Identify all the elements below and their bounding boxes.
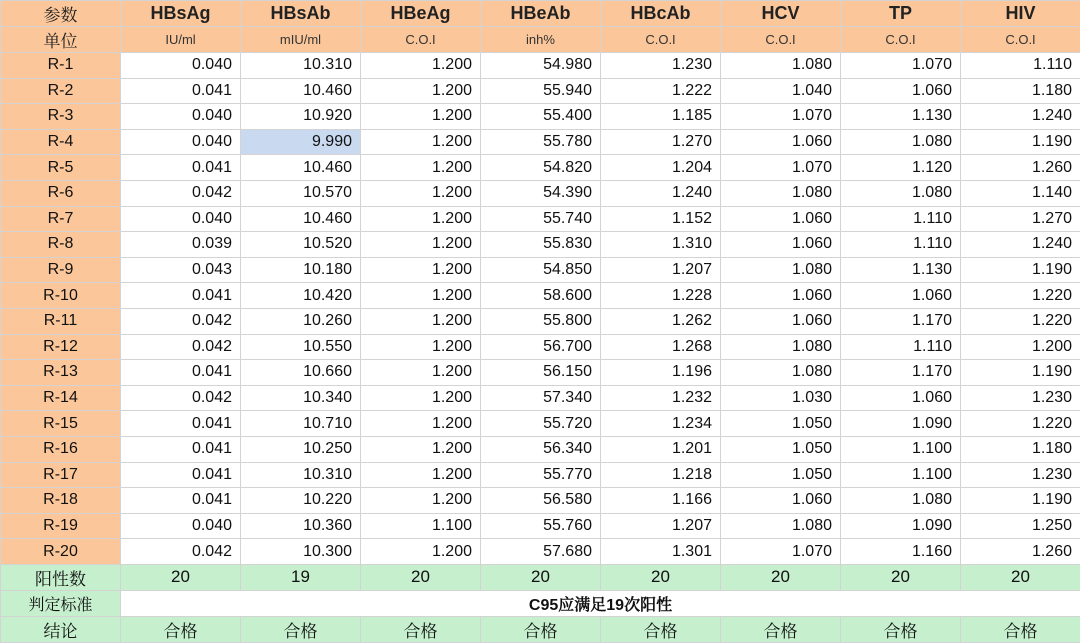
data-cell[interactable]: 54.390 [481,180,601,206]
table-row [1,513,1080,539]
data-cell[interactable]: 1.200 [361,539,481,565]
conclusion-row [1,616,1080,642]
data-cell[interactable]: 1.301 [601,539,721,565]
data-cell[interactable]: 1.260 [961,155,1080,181]
data-cell[interactable]: 1.100 [841,436,961,462]
data-cell[interactable]: 1.190 [961,488,1080,514]
column-header-hbsab[interactable]: HBsAb [241,1,361,27]
data-cell[interactable]: 1.110 [841,206,961,232]
table-row [1,334,1080,360]
data-cell[interactable]: 55.770 [481,462,601,488]
criterion-label[interactable]: 判定标准 [1,590,121,616]
data-cell[interactable]: 1.200 [361,411,481,437]
unit-row [1,27,1080,53]
data-cell[interactable]: 1.080 [721,257,841,283]
data-cell[interactable]: 1.201 [601,436,721,462]
data-cell[interactable]: 1.234 [601,411,721,437]
row-label-cell[interactable]: R-3 [1,104,121,130]
data-cell[interactable]: 0.040 [121,129,241,155]
criterion-row [1,590,1080,616]
positive-count-cell[interactable]: 20 [481,564,601,590]
data-cell[interactable]: 1.220 [961,308,1080,334]
data-cell[interactable]: 1.050 [721,462,841,488]
data-cell[interactable]: 0.040 [121,53,241,79]
data-cell[interactable]: 1.200 [361,232,481,258]
data-cell[interactable]: 0.041 [121,411,241,437]
data-cell[interactable]: 1.080 [721,180,841,206]
data-cell[interactable]: 1.200 [361,462,481,488]
table-row [1,104,1080,130]
data-cell[interactable]: 1.270 [601,129,721,155]
data-cell[interactable]: 1.207 [601,513,721,539]
row-label-cell[interactable]: R-16 [1,436,121,462]
data-cell[interactable]: 1.230 [961,385,1080,411]
data-cell[interactable]: 10.710 [241,411,361,437]
data-cell[interactable]: 0.040 [121,104,241,130]
data-cell[interactable]: 1.060 [721,232,841,258]
data-cell[interactable]: 1.060 [721,308,841,334]
data-cell[interactable]: 1.180 [961,436,1080,462]
data-cell[interactable]: 56.700 [481,334,601,360]
row-label-cell[interactable]: R-11 [1,308,121,334]
param-label-cell[interactable]: 参数 [1,1,121,27]
data-cell[interactable]: 1.200 [361,206,481,232]
data-cell[interactable]: 1.200 [361,129,481,155]
data-cell[interactable]: 1.110 [841,334,961,360]
data-cell[interactable]: 1.262 [601,308,721,334]
data-cell[interactable]: 0.042 [121,385,241,411]
data-cell[interactable]: 1.228 [601,283,721,309]
conclusion-cell[interactable]: 合格 [601,616,721,642]
data-cell[interactable]: 1.050 [721,436,841,462]
data-cell[interactable]: 10.260 [241,308,361,334]
data-cell[interactable]: 10.310 [241,462,361,488]
data-cell[interactable]: 1.140 [961,180,1080,206]
data-cell[interactable]: 0.041 [121,155,241,181]
data-cell[interactable]: 10.520 [241,232,361,258]
unit-cell[interactable]: mIU/ml [241,27,361,53]
data-cell[interactable]: 1.060 [841,283,961,309]
data-cell[interactable]: 0.043 [121,257,241,283]
table-row [1,232,1080,258]
data-cell[interactable]: 1.200 [361,334,481,360]
data-cell[interactable]: 56.150 [481,360,601,386]
data-cell[interactable]: 1.070 [721,104,841,130]
data-cell[interactable]: 1.190 [961,257,1080,283]
row-label-cell[interactable]: R-2 [1,78,121,104]
data-cell[interactable]: 1.166 [601,488,721,514]
data-cell[interactable]: 1.268 [601,334,721,360]
data-cell[interactable]: 1.080 [841,129,961,155]
data-cell[interactable]: 54.820 [481,155,601,181]
table-row [1,488,1080,514]
data-cell[interactable]: 0.042 [121,180,241,206]
conclusion-cell[interactable]: 合格 [361,616,481,642]
data-cell[interactable]: 1.080 [721,360,841,386]
data-cell[interactable]: 1.040 [721,78,841,104]
data-cell[interactable]: 1.170 [841,308,961,334]
data-cell[interactable]: 55.830 [481,232,601,258]
data-cell[interactable]: 1.240 [601,180,721,206]
data-cell[interactable]: 0.041 [121,78,241,104]
data-cell[interactable]: 1.200 [361,78,481,104]
data-cell[interactable]: 10.180 [241,257,361,283]
row-label-cell[interactable]: R-12 [1,334,121,360]
data-cell[interactable]: 1.080 [841,180,961,206]
data-cell[interactable]: 1.130 [841,104,961,130]
row-label-cell[interactable]: R-19 [1,513,121,539]
positive-count-row [1,564,1080,590]
unit-cell[interactable]: IU/ml [121,27,241,53]
data-cell[interactable]: 1.080 [721,334,841,360]
positive-count-cell[interactable]: 20 [721,564,841,590]
data-cell[interactable]: 0.042 [121,334,241,360]
data-cell[interactable]: 1.080 [841,488,961,514]
table-row [1,360,1080,386]
row-label-cell[interactable]: R-1 [1,53,121,79]
data-cell[interactable]: 0.042 [121,539,241,565]
data-cell[interactable]: 10.550 [241,334,361,360]
data-cell[interactable]: 57.680 [481,539,601,565]
data-cell[interactable]: 1.196 [601,360,721,386]
table-row [1,180,1080,206]
table-row [1,78,1080,104]
table-row [1,155,1080,181]
positive-count-cell[interactable]: 20 [841,564,961,590]
data-cell[interactable]: 10.310 [241,53,361,79]
data-cell[interactable]: 1.200 [361,53,481,79]
data-cell[interactable]: 1.160 [841,539,961,565]
data-cell[interactable]: 54.850 [481,257,601,283]
conclusion-cell[interactable]: 合格 [961,616,1080,642]
table-row [1,462,1080,488]
row-label-cell[interactable]: R-4 [1,129,121,155]
data-cell[interactable]: 1.110 [961,53,1080,79]
data-cell[interactable]: 1.200 [361,308,481,334]
data-cell[interactable]: 1.152 [601,206,721,232]
data-cell[interactable]: 1.190 [961,129,1080,155]
table-row [1,53,1080,79]
data-cell[interactable]: 0.041 [121,436,241,462]
data-cell[interactable]: 1.200 [361,180,481,206]
row-label-cell[interactable]: R-7 [1,206,121,232]
data-cell[interactable]: 1.200 [361,283,481,309]
criterion-text[interactable]: C95应满足19次阳性 [121,590,1080,616]
unit-label-cell[interactable]: 单位 [1,27,121,53]
data-cell[interactable]: 57.340 [481,385,601,411]
unit-cell[interactable]: C.O.I [841,27,961,53]
data-cell[interactable]: 10.460 [241,206,361,232]
data-cell[interactable]: 1.260 [961,539,1080,565]
row-label-cell[interactable]: R-20 [1,539,121,565]
data-cell[interactable]: 0.041 [121,360,241,386]
data-cell[interactable]: 56.580 [481,488,601,514]
data-cell[interactable]: 1.240 [961,232,1080,258]
data-cell[interactable]: 1.232 [601,385,721,411]
table-row [1,283,1080,309]
data-cell[interactable]: 10.250 [241,436,361,462]
conclusion-label[interactable]: 结论 [1,616,121,642]
data-cell[interactable]: 1.240 [961,104,1080,130]
data-cell[interactable]: 1.185 [601,104,721,130]
data-cell[interactable]: 1.070 [841,53,961,79]
data-cell[interactable]: 1.100 [841,462,961,488]
data-cell[interactable]: 1.200 [361,385,481,411]
data-cell[interactable]: 1.310 [601,232,721,258]
data-cell[interactable]: 1.060 [841,385,961,411]
data-cell[interactable]: 56.340 [481,436,601,462]
data-cell[interactable]: 1.270 [961,206,1080,232]
data-cell[interactable]: 1.220 [961,411,1080,437]
header-row [1,1,1080,27]
data-cell[interactable]: 1.130 [841,257,961,283]
data-cell[interactable]: 1.060 [721,206,841,232]
data-cell[interactable]: 1.200 [361,104,481,130]
data-cell[interactable]: 10.220 [241,488,361,514]
positive-count-label[interactable]: 阳性数 [1,564,121,590]
data-cell[interactable]: 9.990 [241,129,361,155]
table-row [1,385,1080,411]
table-row [1,257,1080,283]
column-header-hcv[interactable]: HCV [721,1,841,27]
row-label-cell[interactable]: R-18 [1,488,121,514]
data-cell[interactable]: 1.090 [841,513,961,539]
column-header-hbeab[interactable]: HBeAb [481,1,601,27]
data-cell[interactable]: 1.200 [361,436,481,462]
data-cell[interactable]: 10.920 [241,104,361,130]
data-cell[interactable]: 1.100 [361,513,481,539]
data-cell[interactable]: 1.200 [361,155,481,181]
data-cell[interactable]: 1.200 [361,257,481,283]
data-cell[interactable]: 10.660 [241,360,361,386]
column-header-hbeag[interactable]: HBeAg [361,1,481,27]
data-cell[interactable]: 1.218 [601,462,721,488]
data-cell[interactable]: 10.460 [241,78,361,104]
positive-count-cell[interactable]: 20 [961,564,1080,590]
data-cell[interactable]: 0.041 [121,462,241,488]
row-label-cell[interactable]: R-15 [1,411,121,437]
row-label-cell[interactable]: R-14 [1,385,121,411]
conclusion-cell[interactable]: 合格 [841,616,961,642]
conclusion-cell[interactable]: 合格 [721,616,841,642]
data-cell[interactable]: 1.200 [361,360,481,386]
data-cell[interactable]: 1.060 [721,283,841,309]
data-cell[interactable]: 1.060 [721,488,841,514]
data-cell[interactable]: 1.230 [961,462,1080,488]
data-cell[interactable]: 55.800 [481,308,601,334]
data-cell[interactable]: 10.570 [241,180,361,206]
table-row [1,308,1080,334]
unit-cell[interactable]: C.O.I [361,27,481,53]
data-cell[interactable]: 55.400 [481,104,601,130]
table-row [1,539,1080,565]
positive-count-cell[interactable]: 19 [241,564,361,590]
data-cell[interactable]: 1.060 [721,129,841,155]
data-cell[interactable]: 10.420 [241,283,361,309]
data-cell[interactable]: 1.200 [361,488,481,514]
data-cell[interactable]: 1.204 [601,155,721,181]
data-cell[interactable]: 55.940 [481,78,601,104]
data-cell[interactable]: 1.250 [961,513,1080,539]
column-header-hiv[interactable]: HIV [961,1,1080,27]
data-cell[interactable]: 1.180 [961,78,1080,104]
data-cell[interactable]: 54.980 [481,53,601,79]
table-row [1,411,1080,437]
data-cell[interactable]: 0.040 [121,206,241,232]
data-cell[interactable]: 55.780 [481,129,601,155]
data-cell[interactable]: 1.070 [721,155,841,181]
data-cell[interactable]: 1.230 [601,53,721,79]
table-row [1,206,1080,232]
unit-cell[interactable]: C.O.I [601,27,721,53]
row-label-cell[interactable]: R-8 [1,232,121,258]
positive-count-cell[interactable]: 20 [361,564,481,590]
row-label-cell[interactable]: R-10 [1,283,121,309]
data-cell[interactable]: 1.222 [601,78,721,104]
data-cell[interactable]: 0.041 [121,488,241,514]
data-cell[interactable]: 55.720 [481,411,601,437]
data-cell[interactable]: 1.200 [961,334,1080,360]
data-cell[interactable]: 1.060 [841,78,961,104]
data-cell[interactable]: 1.220 [961,283,1080,309]
data-cell[interactable]: 1.110 [841,232,961,258]
row-label-cell[interactable]: R-13 [1,360,121,386]
unit-cell[interactable]: C.O.I [961,27,1080,53]
data-cell[interactable]: 10.460 [241,155,361,181]
data-cell[interactable]: 0.039 [121,232,241,258]
data-cell[interactable]: 1.080 [721,53,841,79]
data-cell[interactable]: 1.070 [721,539,841,565]
unit-cell[interactable]: C.O.I [721,27,841,53]
column-header-hbsag[interactable]: HBsAg [121,1,241,27]
data-cell[interactable]: 10.340 [241,385,361,411]
data-cell[interactable]: 55.740 [481,206,601,232]
unit-cell[interactable]: inh% [481,27,601,53]
data-cell[interactable]: 0.041 [121,283,241,309]
data-cell[interactable]: 1.050 [721,411,841,437]
conclusion-cell[interactable]: 合格 [121,616,241,642]
data-cell[interactable]: 1.030 [721,385,841,411]
data-cell[interactable]: 58.600 [481,283,601,309]
data-cell[interactable]: 10.300 [241,539,361,565]
row-label-cell[interactable]: R-17 [1,462,121,488]
table-row [1,129,1080,155]
conclusion-cell[interactable]: 合格 [241,616,361,642]
table-row [1,436,1080,462]
positive-count-cell[interactable]: 20 [121,564,241,590]
positive-count-cell[interactable]: 20 [601,564,721,590]
data-cell[interactable]: 1.090 [841,411,961,437]
row-label-cell[interactable]: R-9 [1,257,121,283]
data-cell[interactable]: 1.170 [841,360,961,386]
column-header-tp[interactable]: TP [841,1,961,27]
data-cell[interactable]: 10.360 [241,513,361,539]
conclusion-cell[interactable]: 合格 [481,616,601,642]
row-label-cell[interactable]: R-5 [1,155,121,181]
column-header-hbcab[interactable]: HBcAb [601,1,721,27]
data-cell[interactable]: 0.040 [121,513,241,539]
data-cell[interactable]: 1.207 [601,257,721,283]
data-cell[interactable]: 1.120 [841,155,961,181]
data-cell[interactable]: 1.190 [961,360,1080,386]
data-cell[interactable]: 55.760 [481,513,601,539]
row-label-cell[interactable]: R-6 [1,180,121,206]
data-cell[interactable]: 1.080 [721,513,841,539]
data-cell[interactable]: 0.042 [121,308,241,334]
